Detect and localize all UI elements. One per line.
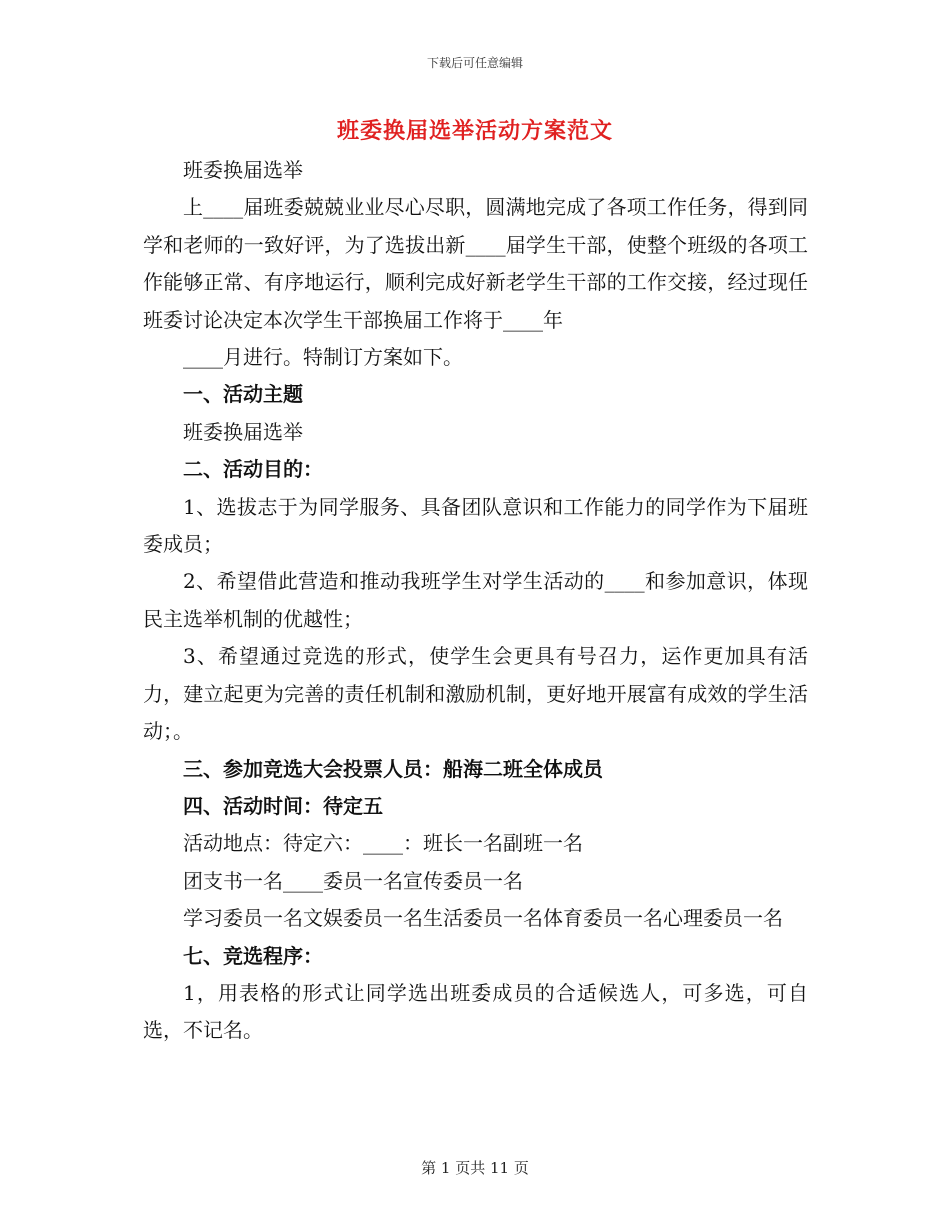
section-heading: 二、活动目的： bbox=[183, 457, 323, 482]
paragraph: 团支书一名____委员一名宣传委员一名 bbox=[183, 868, 523, 893]
page-title: 班委换届选举活动方案范文 bbox=[336, 118, 613, 144]
paragraph: 1、选拔志于为同学服务、具备团队意识和工作能力的同学作为下届班委成员； bbox=[143, 494, 808, 557]
section-heading: 七、竞选程序： bbox=[183, 943, 323, 968]
section-heading: 三、参加竞选大会投票人员：船海二班全体成员 bbox=[183, 756, 603, 781]
document-body bbox=[143, 152, 808, 1050]
header-note: 下载后可任意编辑 bbox=[426, 56, 523, 70]
paragraph: 班委换届选举 bbox=[183, 419, 303, 444]
paragraph: 上____届班委兢兢业业尽心尽职，圆满地完成了各项工作任务，得到同学和老师的一致好评，为了选拔出新____届学生干部，使整个班级的各项工作能够正常、有序地运行，顺利完成好新老学生干部的工作交接，经过现任班委讨论决定本次学生干部换届工作将于____年 bbox=[143, 195, 808, 332]
section-heading: 四、活动时间：待定五 bbox=[183, 793, 383, 818]
paragraph: 2、希望借此营造和推动我班学生对学生活动的____和参加意识，体现民主选举机制的优越性； bbox=[143, 569, 808, 631]
paragraph: ____月进行。特制订方案如下。 bbox=[183, 345, 463, 370]
paragraph: 班委换届选举 bbox=[183, 158, 303, 182]
paragraph: 1，用表格的形式让同学选出班委成员的合适候选人，可多选，可自选，不记名。 bbox=[143, 980, 808, 1043]
section-heading: 一、活动主题 bbox=[183, 382, 303, 407]
paragraph: 3、希望通过竞选的形式，使学生会更具有号召力，运作更加具有活力，建立起更为完善的责任机制和激励机制，更好地开展富有成效的学生活动；。 bbox=[143, 644, 808, 744]
paragraph: 活动地点：待定六：____：班长一名副班一名 bbox=[183, 831, 583, 856]
paragraph: 学习委员一名文娱委员一名生活委员一名体育委员一名心理委员一名 bbox=[183, 906, 783, 931]
page-footer: 第 1 页共 11 页 bbox=[421, 1159, 529, 1177]
